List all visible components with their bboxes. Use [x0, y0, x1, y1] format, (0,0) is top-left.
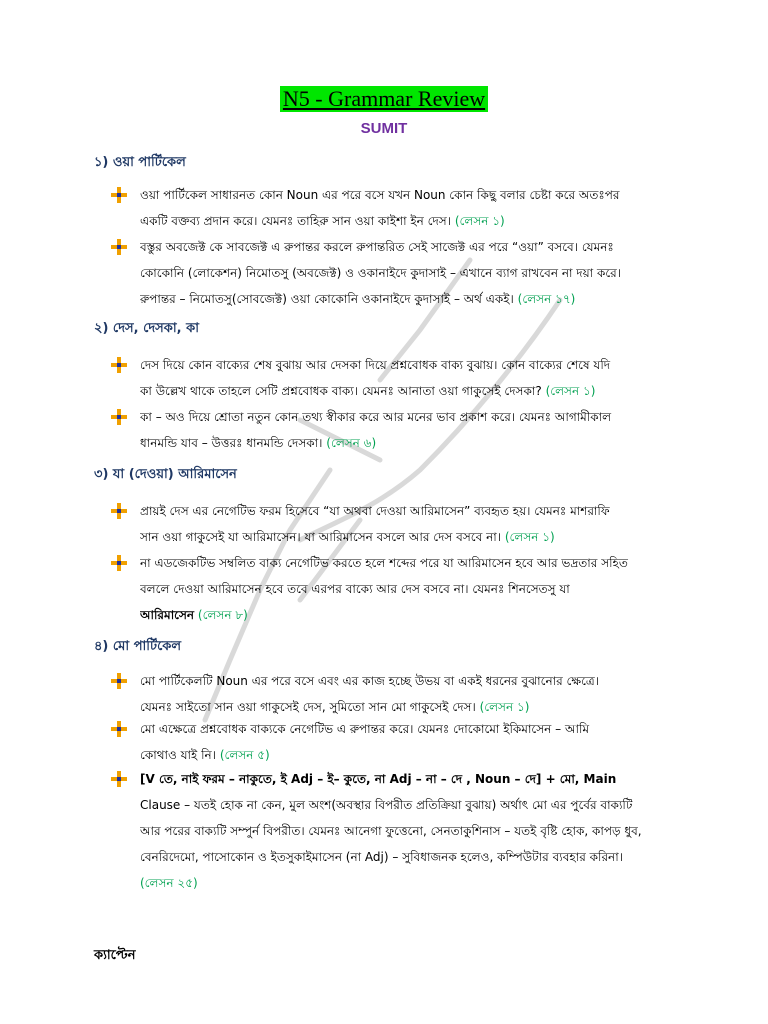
item-line: রুপান্তর – নিমোতসু(সোবজেক্ট) ওয়া কোকোনি ওকানাইদে কুদাসাই – অর্থ একই। (লেসন ১৭) — [140, 292, 576, 306]
item-line: যেমনঃ সাইতো সান ওয়া গাকুসেই দেস, সুমিতো সান মো গাকুসেই দেস। (লেসন ১) — [140, 700, 530, 714]
bullet-plus-icon — [110, 356, 128, 374]
section-heading-3: ৩) যা (দেওয়া) আরিমাসেন — [94, 467, 237, 482]
item-line: বেনরিদেমো, পাসোকোন ও ইতসুকাইমাসেন (না Adj) – সুবিধাজনক হলেও, কম্পিউটার ব্যবহার করিনা। — [140, 850, 623, 864]
section-heading-1: ১) ওয়া পার্টিকেল — [94, 155, 186, 170]
bullet-plus-icon — [110, 238, 128, 256]
lesson-tag: (লেসন ১) — [545, 384, 596, 398]
bullet-plus-icon — [110, 770, 128, 788]
item-line: ধানমন্ডি যাব – উত্তরঃ ধানমন্ডি দেসকা। (লেসন ৬) — [140, 436, 377, 450]
bullet-plus-icon — [110, 408, 128, 426]
list-item-1-2 — [140, 234, 680, 312]
section-heading-4: ৪) মো পার্টিকেল — [94, 639, 182, 654]
item-line: কোকোনি (লোকেশন) নিমোতসু (অবজেক্ট) ও ওকানাইদে কুদাসাই – এখানে ব্যাগ রাখবেন না দয়া করে। — [140, 266, 622, 280]
bullet-plus-icon — [110, 672, 128, 690]
list-item-3-1 — [140, 498, 680, 550]
document-author: SUMIT — [360, 120, 408, 137]
item-line: আরিমাসেন (লেসন ৮) — [140, 608, 248, 622]
list-item-2-2 — [140, 404, 680, 456]
list-item-1-1 — [140, 182, 680, 234]
list-item-4-1 — [140, 668, 680, 720]
item-line: আর পরের বাক্যটি সম্পুর্ন বিপরীত। যেমনঃ আনেগা ফুত্তেনো, সেনতাকুশিনাস – যতই বৃষ্টি হোক, কাপড় ধুব, — [140, 824, 642, 838]
bullet-plus-icon — [110, 720, 128, 738]
item-line — [140, 870, 680, 896]
list-item-4-3 — [140, 766, 680, 896]
bullet-plus-icon — [110, 502, 128, 520]
lesson-tag: (লেসন ১) — [479, 700, 530, 714]
item-line: বস্তুর অবজেক্ট কে সাবজেক্ট এ রুপান্তর করলে রুপান্তরিত সেই সাজেক্ট এর পরে “ওয়া” বসবে। যেমনঃ — [140, 240, 614, 254]
item-line: ওয়া পার্টিকেল সাধারনত কোন Noun এর পরে বসে যখন Noun কোন কিছু বলার চেষ্টা করে অতঃপর — [140, 188, 620, 202]
section-heading-2: ২) দেস, দেসকা, কা — [94, 321, 199, 336]
list-item-2-1 — [140, 352, 680, 404]
lesson-tag: (লেসন ১) — [454, 214, 505, 228]
list-item-4-2 — [140, 716, 680, 768]
item-line: মো পার্টিকেলটি Noun এর পরে বসে এবং এর কাজ হচ্ছে উভয় বা একই ধরনের বুঝানোর ক্ষেত্রে। — [140, 674, 600, 688]
item-line: [V তে, নাই ফরম – নাকুতে, ই Adj – ই– কুতে, না Adj – না – দে , Noun – দে] + মো, Main — [140, 772, 617, 786]
item-line: Clause – যতই হোক না কেন, মুল অংশ(অবস্থার বিপরীত প্রতিক্রিয়া বুঝায়) অর্থাৎ মো এর পুর্বের বাক্যটি — [140, 798, 633, 812]
lesson-tag: (লেসন ১৭) — [517, 292, 576, 306]
item-line: বললে দেওয়া আরিমাসেন হবে তবে এরপর বাক্যে আর দেস বসবে না। যেমনঃ শিনসেতসু যা — [140, 582, 570, 596]
item-line: একটি বক্তব্য প্রদান করে। যেমনঃ তাহিরু সান ওয়া কাইশা ইন দেস। (লেসন ১) — [140, 214, 505, 228]
lesson-tag: (লেসন ৮) — [197, 608, 248, 622]
list-item-3-2 — [140, 550, 680, 628]
lesson-tag: (লেসন ৫) — [219, 748, 270, 762]
title-block — [0, 86, 768, 112]
item-line: সান ওয়া গাকুসেই যা আরিমাসেন। যা আরিমাসেন বসলে আর দেস বসবে না। (লেসন ১) — [140, 530, 555, 544]
item-line: কা উল্লেখ থাকে তাহলে সেটি প্রশ্নবোধক বাক্য। যেমনঃ আনাতা ওয়া গাকুসেই দেসকা? (লেসন ১) — [140, 384, 596, 398]
bullet-plus-icon — [110, 554, 128, 572]
lesson-tag: (লেসন ১) — [504, 530, 555, 544]
document-title: N5 - Grammar Review — [280, 86, 488, 112]
bullet-plus-icon — [110, 186, 128, 204]
item-line: কা – অও দিয়ে শ্রোতা নতুন কোন তথ্য স্বীকার করে আর মনের ভাব প্রকাশ করে। যেমনঃ আগামীকাল — [140, 410, 612, 424]
item-line: প্রায়ই দেস এর নেগেটিভ ফরম হিসেবে “যা অথবা দেওয়া আরিমাসেন” ব্যবহৃত হয়। যেমনঃ মাশরাফি — [140, 504, 610, 518]
item-line: কোথাও যাই নি। (লেসন ৫) — [140, 748, 270, 762]
item-line: না এডজেকটিভ সম্বলিত বাক্য নেগেটিভ করতে হলে শব্দের পরে যা আরিমাসেন হবে আর ভদ্রতার সহিত — [140, 556, 628, 570]
item-line: মো এক্ষেত্রে প্রশ্নবোধক বাক্যকে নেগেটিভ এ রুপান্তর করে। যেমনঃ দোকোমো ইকিমাসেন – আমি — [140, 722, 590, 736]
lesson-tag: (লেসন ৬) — [326, 436, 377, 450]
lesson-tag: (লেসন ২৫) — [140, 876, 198, 890]
page-footer: ক্যাপ্টেন — [94, 948, 136, 963]
item-line: দেস দিয়ে কোন বাক্যের শেষ বুঝায় আর দেসকা দিয়ে প্রশ্নবোধক বাক্য বুঝায়। কোন বাক্যের শেষে যদি — [140, 358, 611, 372]
